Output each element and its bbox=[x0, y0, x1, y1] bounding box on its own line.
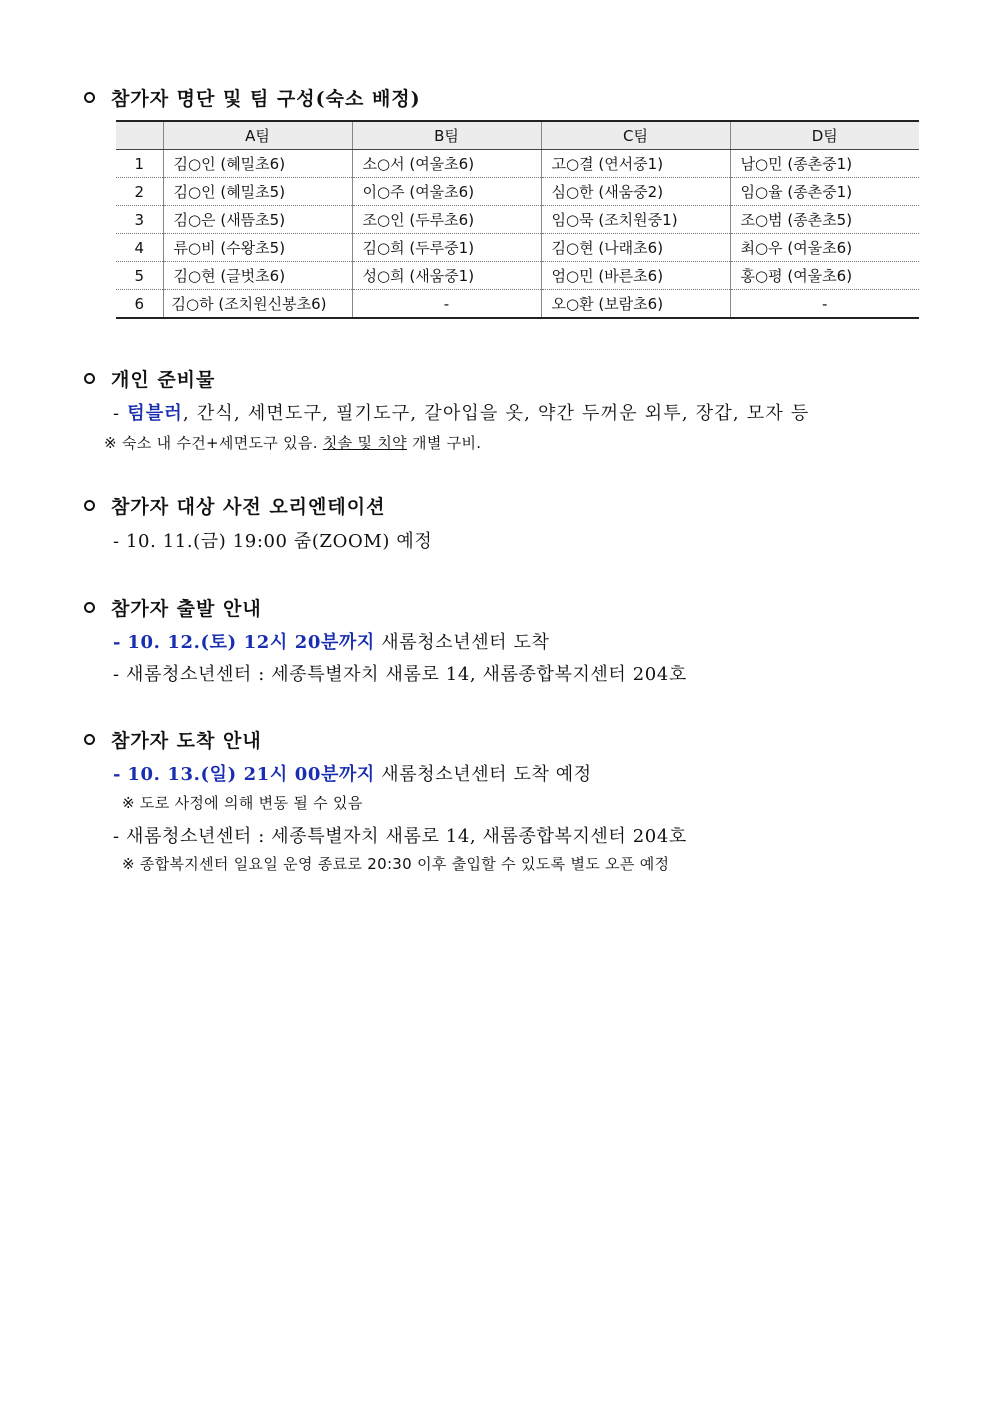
row-number: 6 bbox=[116, 290, 163, 319]
supplies-note bbox=[104, 432, 481, 453]
table-row bbox=[116, 206, 919, 234]
row-number: 2 bbox=[116, 178, 163, 206]
section-departure-title bbox=[84, 594, 262, 621]
table-cell: 김○인 (혜밀초5) bbox=[163, 178, 352, 206]
table-cell: 조○인 (두루초6) bbox=[352, 206, 541, 234]
section-title: 참가자 대상 사전 오리엔테이션 bbox=[111, 496, 386, 518]
supplies-list bbox=[113, 399, 809, 425]
section-title: 참가자 명단 및 팀 구성(숙소 배정) bbox=[111, 88, 421, 110]
section-roster-title bbox=[84, 84, 421, 111]
table-row bbox=[116, 178, 919, 206]
arrival-time: 10. 13.(일) 21시 00분까지 bbox=[127, 764, 375, 785]
section-arrival-title bbox=[84, 726, 262, 753]
departure-time: 10. 12.(토) 12시 20분까지 bbox=[127, 632, 375, 653]
arrival-note-1: ※ 도로 사정에 의해 변동 될 수 있음 bbox=[122, 794, 363, 812]
dash-mark: - bbox=[113, 403, 121, 424]
table-cell: 성○희 (새움중1) bbox=[352, 262, 541, 290]
circle-bullet-icon bbox=[84, 602, 95, 613]
table-row bbox=[116, 234, 919, 262]
table-cell: 고○결 (연서중1) bbox=[541, 150, 730, 178]
section-title: 참가자 출발 안내 bbox=[111, 598, 262, 620]
table-cell: 김○현 (글벗초6) bbox=[163, 262, 352, 290]
header-cell-team-b: B팀 bbox=[352, 121, 541, 150]
table-cell-empty: - bbox=[352, 290, 541, 319]
arrival-place: 새롬청소년센터 도착 예정 bbox=[381, 764, 592, 785]
table-row bbox=[116, 290, 919, 319]
note-underlined: 칫솔 및 치약 bbox=[322, 434, 407, 452]
header-cell-team-c: C팀 bbox=[541, 121, 730, 150]
row-number: 4 bbox=[116, 234, 163, 262]
table-cell: 심○한 (새움중2) bbox=[541, 178, 730, 206]
table-cell: 류○비 (수왕초5) bbox=[163, 234, 352, 262]
section-supplies-title bbox=[84, 365, 215, 392]
table-cell: 엄○민 (바른초6) bbox=[541, 262, 730, 290]
table-cell: 김○희 (두루중1) bbox=[352, 234, 541, 262]
dash-mark: - bbox=[113, 764, 122, 785]
row-number: 1 bbox=[116, 150, 163, 178]
orientation-line: - 10. 11.(금) 19:00 줌(ZOOM) 예정 bbox=[113, 531, 433, 552]
table-cell-empty: - bbox=[730, 290, 919, 319]
note-post: 개별 구비. bbox=[412, 434, 482, 452]
table-cell: 홍○평 (여울초6) bbox=[730, 262, 919, 290]
table-cell: 임○율 (종촌중1) bbox=[730, 178, 919, 206]
arrival-time-line bbox=[113, 760, 592, 786]
arrival-note-2: ※ 종합복지센터 일요일 운영 종료로 20:30 이후 출입할 수 있도록 별도 오픈 예정 bbox=[122, 855, 670, 873]
table-cell: 김○은 (새뜸초5) bbox=[163, 206, 352, 234]
header-cell-team-a: A팀 bbox=[163, 121, 352, 150]
section-title: 개인 준비물 bbox=[111, 369, 216, 391]
circle-bullet-icon bbox=[84, 373, 95, 384]
header-cell-team-d: D팀 bbox=[730, 121, 919, 150]
dash-mark: - bbox=[113, 632, 122, 653]
row-number: 5 bbox=[116, 262, 163, 290]
circle-bullet-icon bbox=[84, 500, 95, 511]
note-mark: ※ bbox=[104, 434, 117, 452]
departure-address: - 새롬청소년센터 : 세종특별자치 새롬로 14, 새롬종합복지센터 204호 bbox=[113, 664, 687, 685]
table-cell: 김○인 (혜밀초6) bbox=[163, 150, 352, 178]
table-cell: 임○묵 (조치원중1) bbox=[541, 206, 730, 234]
table-row bbox=[116, 150, 919, 178]
table-cell: 김○현 (나래초6) bbox=[541, 234, 730, 262]
table-cell: 김○하 (조치원신봉초6) bbox=[163, 290, 352, 319]
table-header-row bbox=[116, 121, 919, 150]
table-cell: 남○민 (종촌중1) bbox=[730, 150, 919, 178]
team-roster-table bbox=[116, 120, 919, 319]
header-cell-index bbox=[116, 121, 163, 150]
table-cell: 이○주 (여울초6) bbox=[352, 178, 541, 206]
supplies-rest: , 간식, 세면도구, 필기도구, 갈아입을 옷, 약간 두꺼운 외투, 장갑, 모자 등 bbox=[182, 403, 810, 424]
departure-place: 새롬청소년센터 도착 bbox=[381, 632, 550, 653]
table-cell: 소○서 (여울초6) bbox=[352, 150, 541, 178]
arrival-address: - 새롬청소년센터 : 세종특별자치 새롬로 14, 새롬종합복지센터 204호 bbox=[113, 826, 687, 847]
table-cell: 오○환 (보람초6) bbox=[541, 290, 730, 319]
departure-time-line bbox=[113, 628, 549, 654]
circle-bullet-icon bbox=[84, 92, 95, 103]
highlight-item: 텀블러 bbox=[127, 403, 183, 424]
section-title: 참가자 도착 안내 bbox=[111, 730, 262, 752]
table-row bbox=[116, 262, 919, 290]
note-pre: 숙소 내 수건+세면도구 있음. bbox=[121, 434, 318, 452]
table-cell: 조○범 (종촌초5) bbox=[730, 206, 919, 234]
row-number: 3 bbox=[116, 206, 163, 234]
circle-bullet-icon bbox=[84, 734, 95, 745]
section-orientation-title bbox=[84, 492, 385, 519]
table-cell: 최○우 (여울초6) bbox=[730, 234, 919, 262]
